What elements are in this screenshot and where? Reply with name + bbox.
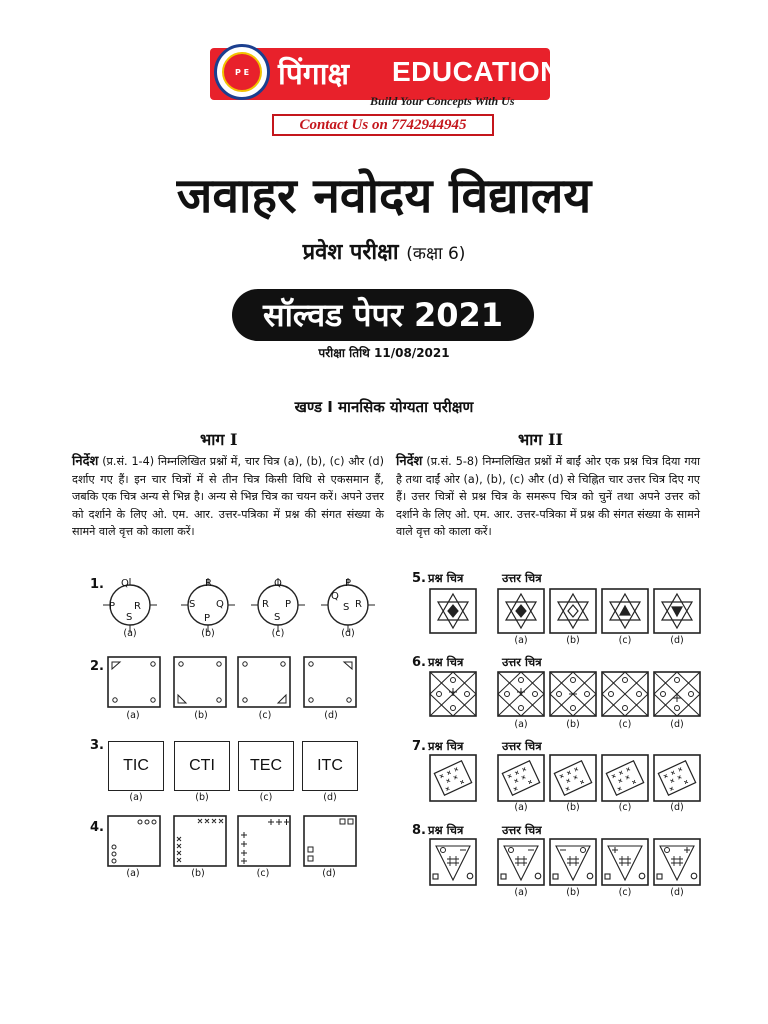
q8-opt-d: (d): [670, 887, 684, 898]
q6-opt-c: (c): [618, 719, 632, 730]
q2-opt-c: (c): [258, 710, 272, 721]
q2-fig-d: [304, 657, 356, 707]
q6-number: 6.: [412, 655, 426, 670]
q4-number: 4.: [90, 820, 104, 835]
q1-opt-a: (a): [123, 628, 137, 639]
q4-opt-d: (d): [322, 868, 336, 879]
q5-opt-a: (a): [514, 635, 528, 646]
q8-fig-b: [550, 839, 596, 885]
q7-opt-b: (b): [566, 802, 580, 813]
q1-number: 1.: [90, 577, 104, 592]
q7-fig-d: [654, 755, 700, 801]
q7-fig-a: [498, 755, 544, 801]
q1-opt-c: (c): [271, 628, 285, 639]
q4-figures: [108, 815, 368, 867]
q7-opt-a: (a): [514, 802, 528, 813]
q3-box-d: ITC: [302, 741, 358, 791]
part2-instr-text: (प्र.सं. 5-8) निम्नलिखित प्रश्नों में बाईं ओर एक प्रश्न चित्र दिया गया है तथा दाईं ओर (a), (b), (c) और (d) से चिह्नित चार उत्तर चित्र दिए गए हैं। उत्तर चित्रों से प्रश्न चित्र के समरूप चित्र को चुनें तथा अपने उत्तर को दर्शाने के लिए ओ. एम. आर. उत्तर-पत्रिका में प्रश्न की संगत संख्या के सामने वाले वृत्त को काला करें।: [396, 455, 700, 538]
brand-seal-icon: [214, 44, 270, 100]
q6-fig-d: [654, 672, 700, 716]
part2-instr-lead: निर्देश: [396, 454, 423, 469]
q4-fig-c: [238, 816, 290, 866]
q5-answer-label: उत्तर चित्र: [502, 571, 542, 585]
brand-english: EDUCATION: [392, 56, 561, 87]
brand-hindi: पिंगाक्ष: [278, 57, 349, 92]
q8-answer-label: उत्तर चित्र: [502, 823, 542, 837]
q2-fig-a: [108, 657, 160, 707]
brand-seal-inner: P E: [222, 52, 262, 92]
q1-d-right: R: [355, 599, 362, 610]
q7-number: 7.: [412, 739, 426, 754]
q4-fig-d: [304, 816, 356, 866]
q1-b-right: Q: [216, 599, 224, 610]
q1-a-top: Q: [121, 578, 129, 589]
main-title: जवाहर नवोदय विद्यालय: [176, 168, 592, 224]
q1-c-right: P: [285, 599, 292, 610]
q6-opt-d: (d): [670, 719, 684, 730]
q2-opt-a: (a): [126, 710, 140, 721]
part1-instr-text: (प्र.सं. 1-4) निम्नलिखित प्रश्नों में, चार चित्र (a), (b), (c) और (d) दर्शाए गए हैं। इन चार चित्रों में से तीन चित्र किसी विधि से एकसमान हैं, जबकि एक चित्र अन्य से भिन्न है। अन्य से भिन्न चित्र का चयन करें। अपने उत्तर को दर्शाने के लिए ओ. एम. आर. उत्तर-पत्रिका में प्रश्न की संगत संख्या के सामने वाले वृत्त को काला करें।: [72, 455, 384, 538]
q1-b-top: R: [205, 578, 212, 589]
q1-b-left: S: [189, 599, 196, 610]
q7-question-fig: [430, 755, 476, 801]
q2-fig-c: [238, 657, 290, 707]
q7-figures: [430, 754, 710, 806]
q1-d-top: P: [345, 578, 352, 589]
q8-figures: [430, 838, 710, 890]
q2-figures: [108, 655, 368, 711]
q6-fig-c: [602, 672, 648, 716]
q1-c-bottom: S: [274, 612, 281, 623]
part1-instructions: [72, 453, 384, 541]
q6-opt-a: (a): [514, 719, 528, 730]
q1-c-top: Q: [274, 578, 282, 589]
q5-opt-c: (c): [618, 635, 632, 646]
q3-opt-c: (c): [259, 792, 273, 803]
q2-fig-b: [174, 657, 226, 707]
q1-opt-d: (d): [341, 628, 355, 639]
q7-fig-c: [602, 755, 648, 801]
q2-opt-b: (b): [194, 710, 208, 721]
q8-question-label: प्रश्न चित्र: [428, 823, 464, 837]
q7-opt-c: (c): [618, 802, 632, 813]
q8-fig-a: [498, 839, 544, 885]
q8-opt-c: (c): [618, 887, 632, 898]
q4-opt-c: (c): [256, 868, 270, 879]
q1-a-bottom: S: [126, 612, 133, 623]
q5-opt-b: (b): [566, 635, 580, 646]
q3-opt-b: (b): [195, 792, 209, 803]
q8-opt-a: (a): [514, 887, 528, 898]
q6-question-fig: [430, 672, 476, 716]
part2-instructions: [396, 453, 700, 541]
q6-fig-b: [550, 672, 596, 716]
q5-opt-d: (d): [670, 635, 684, 646]
part2-heading: भाग II: [518, 430, 563, 449]
q4-opt-b: (b): [191, 868, 205, 879]
q4-opt-a: (a): [126, 868, 140, 879]
q1-d-center: S: [343, 602, 350, 613]
q5-number: 5.: [412, 571, 426, 586]
q3-box-a: TIC: [108, 741, 164, 791]
q8-fig-c: [602, 839, 648, 885]
q5-fig-d: [654, 589, 700, 633]
sub-title-text: प्रवेश परीक्षा: [302, 240, 399, 265]
q1-d-left: Q: [331, 591, 339, 602]
q6-question-label: प्रश्न चित्र: [428, 655, 464, 669]
q3-box-b: CTI: [174, 741, 230, 791]
q4-fig-a: [108, 816, 160, 866]
exam-date: परीक्षा तिथि 11/08/2021: [318, 346, 450, 360]
q7-fig-b: [550, 755, 596, 801]
q8-number: 8.: [412, 823, 426, 838]
q5-fig-a: [498, 589, 544, 633]
q2-number: 2.: [90, 659, 104, 674]
q1-a-left: P: [109, 601, 116, 612]
q1-c-left: R: [262, 599, 269, 610]
q3-opt-a: (a): [129, 792, 143, 803]
q8-question-fig: [430, 839, 476, 885]
q3-number: 3.: [90, 738, 104, 753]
part1-heading: भाग I: [200, 430, 238, 449]
q3-box-c: TEC: [238, 741, 294, 791]
part1-instr-lead: निर्देश: [72, 454, 99, 469]
brand-tagline: Build Your Concepts With Us: [370, 94, 515, 108]
class-label: (कक्षा 6): [406, 244, 466, 264]
q8-opt-b: (b): [566, 887, 580, 898]
q8-fig-d: [654, 839, 700, 885]
q7-answer-label: उत्तर चित्र: [502, 739, 542, 753]
q5-fig-c: [602, 589, 648, 633]
q6-opt-b: (b): [566, 719, 580, 730]
q5-fig-b: [550, 589, 596, 633]
q7-opt-d: (d): [670, 802, 684, 813]
q2-opt-d: (d): [324, 710, 338, 721]
section-title: खण्ड I मानसिक योग्यता परीक्षण: [294, 398, 474, 416]
q5-figures: [430, 588, 710, 638]
q6-answer-label: उत्तर चित्र: [502, 655, 542, 669]
sub-title: [0, 236, 768, 266]
q4-fig-b: [174, 816, 226, 866]
q7-question-label: प्रश्न चित्र: [428, 739, 464, 753]
q1-b-bottom: P: [204, 613, 211, 624]
q5-question-label: प्रश्न चित्र: [428, 571, 464, 585]
solved-paper-pill: सॉल्वड पेपर 2021: [232, 289, 534, 341]
q6-figures: [430, 671, 710, 721]
q1-a-right: R: [134, 601, 141, 612]
q3-opt-d: (d): [323, 792, 337, 803]
q5-question-fig: [430, 589, 476, 633]
contact-box: Contact Us on 7742944945: [272, 114, 494, 136]
q6-fig-a: [498, 672, 544, 716]
q1-opt-b: (b): [201, 628, 215, 639]
